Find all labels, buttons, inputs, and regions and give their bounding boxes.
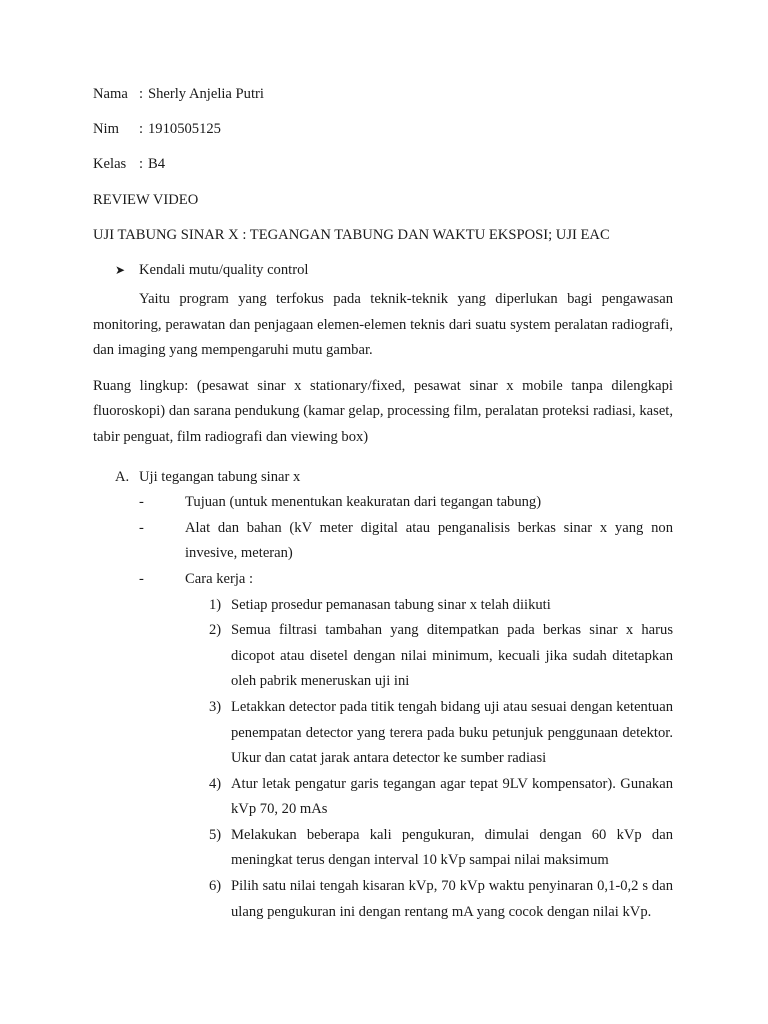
step-text: Melakukan beberapa kali pengukuran, dimulai dengan 60 kVp dan meningkat terus dengan interval 10 kVp sampai nilai maksimum xyxy=(231,826,673,869)
meta-nim-row xyxy=(93,121,673,139)
nim-label: Nim xyxy=(93,121,119,137)
meta-kelas-row xyxy=(93,156,673,174)
document-page xyxy=(93,86,673,925)
step-item xyxy=(139,695,673,772)
step-item xyxy=(139,618,673,695)
step-text: Letakkan detector pada titik tengah bidang uji atau sesuai dengan ketentuan penempatan detector yang terera pada buku petunjuk penggunaan detektor. Ukur dan catat jarak antara detector ke sumber radiasi xyxy=(231,698,673,767)
review-heading: REVIEW VIDEO xyxy=(93,192,199,208)
step-item xyxy=(139,823,673,874)
step-number: 6) xyxy=(209,878,222,895)
kelas-value: B4 xyxy=(148,156,166,172)
bullet-text: Kendali mutu/quality control xyxy=(139,262,309,278)
arrow-bullet-icon: ➤ xyxy=(115,263,126,277)
step-number: 3) xyxy=(209,698,222,715)
list-item-text: Cara kerja : xyxy=(185,570,254,587)
step-item xyxy=(139,593,673,619)
meta-name-row xyxy=(93,86,673,104)
paragraph-scope: Ruang lingkup: (pesawat sinar x stationary/fixed, pesawat sinar x mobile tanpa dilengkapi fluoroskopi) dan sarana pendukung (kamar gelap, processing film, peralatan proteksi radiasi, kaset, tabir penguat, film radiografi dan viewing box) xyxy=(93,377,673,445)
name-value: Sherly Anjelia Putri xyxy=(148,86,264,102)
paragraph-definition: Yaitu program yang terfokus pada teknik-teknik yang diperlukan bagi pengawasan monitoring, perawatan dan penjagaan elemen-elemen teknis dari suatu system peralatan radiografi, dan imaging yang mempengaruhi mutu gambar. xyxy=(93,291,673,359)
bullet-quality-control xyxy=(93,261,673,279)
dash-bullet: - xyxy=(139,519,144,536)
document-title: UJI TABUNG SINAR X : TEGANGAN TABUNG DAN WAKTU EKSPOSI; UJI EAC xyxy=(93,227,610,243)
step-number: 5) xyxy=(209,826,222,843)
list-item xyxy=(139,567,673,593)
name-label: Nama xyxy=(93,86,128,102)
list-item-text: Alat dan bahan (kV meter digital atau penganalisis berkas sinar x yang non invesive, meteran) xyxy=(185,519,673,562)
nim-value: 1910505125 xyxy=(148,121,221,137)
name-colon: : xyxy=(139,86,144,102)
step-number: 1) xyxy=(209,596,222,613)
list-item-text: Tujuan (untuk menentukan keakuratan dari tegangan tabung) xyxy=(185,494,542,511)
step-text: Pilih satu nilai tengah kisaran kVp, 70 kVp waktu penyinaran 0,1-0,2 s dan ulang pengukuran ini dengan rentang mA yang cocok dengan nilai kVp. xyxy=(231,878,673,920)
step-text: Setiap prosedur pemanasan tabung sinar x telah diikuti xyxy=(231,596,551,613)
list-item xyxy=(139,516,673,567)
section-a-dash-list xyxy=(139,490,673,592)
step-number: 2) xyxy=(209,622,222,639)
step-number: 4) xyxy=(209,775,222,792)
section-a-letter: A. xyxy=(115,468,130,485)
kelas-colon: : xyxy=(139,156,144,172)
step-item xyxy=(139,874,673,925)
dash-bullet: - xyxy=(139,494,144,511)
step-item xyxy=(139,772,673,823)
list-item xyxy=(139,490,673,516)
step-text: Semua filtrasi tambahan yang ditempatkan pada berkas sinar x harus dicopot atau disetel dengan nilai minimum, kecuali jika sudah ditetapkan oleh pabrik meneruskan uji ini xyxy=(231,622,673,690)
kelas-label: Kelas xyxy=(93,156,127,172)
section-a-title: Uji tegangan tabung sinar x xyxy=(139,468,301,485)
procedure-steps xyxy=(139,593,673,926)
nim-colon: : xyxy=(139,121,144,137)
section-a-heading xyxy=(93,465,673,491)
step-text: Atur letak pengatur garis tegangan agar tepat 9LV kompensator). Gunakan kVp 70, 20 mAs xyxy=(231,775,673,818)
dash-bullet: - xyxy=(139,570,144,587)
